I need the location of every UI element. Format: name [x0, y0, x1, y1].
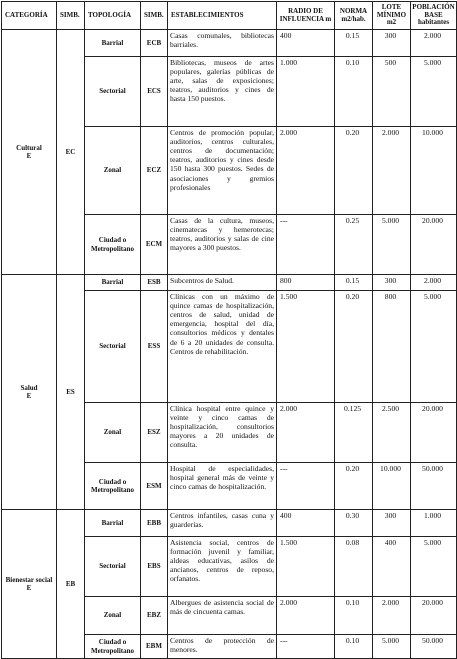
header-simb: SIMB.	[57, 2, 85, 30]
topology-cell: Sectorial	[85, 291, 141, 403]
header-lote: LOTE MÍNIMO m2	[373, 2, 411, 30]
topology-cell: Barrial	[85, 510, 141, 537]
header-categoria: CATEGORÍA	[2, 2, 57, 30]
category-cell: Cultural E	[2, 30, 57, 275]
radio-cell: 2.000	[277, 127, 335, 215]
radio-cell: ---	[277, 463, 335, 510]
poblacion-cell: 2.000	[411, 30, 457, 57]
header-radio: RADIO DE INFLUENCIA m	[277, 2, 335, 30]
lote-cell: 5.000	[373, 635, 411, 659]
norma-cell: 0.15	[335, 30, 373, 57]
code-cell: EBB	[141, 510, 168, 537]
establishments-cell: Hospital de especialidades, hospital general más de veinte y cinco camas de hospitalización.	[168, 463, 277, 510]
norma-cell: 0.10	[335, 57, 373, 127]
poblacion-cell: 5.000	[411, 291, 457, 403]
lote-cell: 5.000	[373, 215, 411, 275]
code-cell: ESZ	[141, 403, 168, 463]
establishments-cell: Clínicas con un máximo de quince camas de hospitalización, centros de salud, unidad de emergencia, hospital del día, consultorios médicos y dentales de 6 a 20 unidades de consulta. Centros de rehabilitación.	[168, 291, 277, 403]
norma-cell: 0.20	[335, 291, 373, 403]
norma-cell: 0.25	[335, 215, 373, 275]
topology-cell: Barrial	[85, 30, 141, 57]
topology-cell: Zonal	[85, 597, 141, 635]
poblacion-cell: 20.000	[411, 215, 457, 275]
code-cell: EBZ	[141, 597, 168, 635]
establishments-cell: Casas de la cultura, museos, cinematecas y hemerotecas; teatros, auditorios y salas de cine mayores a 300 puestos.	[168, 215, 277, 275]
radio-cell: 1.500	[277, 291, 335, 403]
radio-cell: 2.000	[277, 403, 335, 463]
radio-cell: 1.500	[277, 537, 335, 597]
establishments-cell: Asistencia social, centros de formación juvenil y familiar, aldeas educativas, asilos de ancianos, centros de reposo, orfanatos.	[168, 537, 277, 597]
code-cell: ECM	[141, 215, 168, 275]
establishments-cell: Subcentros de Salud.	[168, 275, 277, 291]
topology-cell: Ciudad o Metropolitano	[85, 463, 141, 510]
code-cell: ECB	[141, 30, 168, 57]
header-topologia: TOPOLOGÍA	[85, 2, 141, 30]
symbol-cell: EB	[57, 510, 85, 659]
poblacion-cell: 5.000	[411, 537, 457, 597]
poblacion-cell: 50.000	[411, 463, 457, 510]
header-simb-2: SIMB.	[141, 2, 168, 30]
establishments-cell: Casas comunales, bibliotecas barriales.	[168, 30, 277, 57]
radio-cell: 400	[277, 510, 335, 537]
norma-cell: 0.30	[335, 510, 373, 537]
code-cell: ESS	[141, 291, 168, 403]
lote-cell: 10.000	[373, 463, 411, 510]
lote-cell: 300	[373, 30, 411, 57]
lote-cell: 2.000	[373, 597, 411, 635]
radio-cell: 800	[277, 275, 335, 291]
lote-cell: 2.000	[373, 127, 411, 215]
topology-cell: Ciudad o Metropolitano	[85, 215, 141, 275]
poblacion-cell: 20.000	[411, 597, 457, 635]
table-row	[2, 30, 457, 57]
category-cell: Bienestar social E	[2, 510, 57, 659]
radio-cell: 1.000	[277, 57, 335, 127]
symbol-cell: ES	[57, 275, 85, 510]
code-cell: EBS	[141, 537, 168, 597]
poblacion-cell: 50.000	[411, 635, 457, 659]
poblacion-cell: 5.000	[411, 57, 457, 127]
code-cell: EBM	[141, 635, 168, 659]
header-norma: NORMA m2/hab.	[335, 2, 373, 30]
lote-cell: 300	[373, 275, 411, 291]
code-cell: ESB	[141, 275, 168, 291]
topology-cell: Barrial	[85, 275, 141, 291]
category-cell: Salud E	[2, 275, 57, 510]
establishments-cell: Centros infantiles, casas cuna y guarderías.	[168, 510, 277, 537]
topology-cell: Zonal	[85, 127, 141, 215]
code-cell: ECZ	[141, 127, 168, 215]
poblacion-cell: 10.000	[411, 127, 457, 215]
lote-cell: 800	[373, 291, 411, 403]
poblacion-cell: 2.000	[411, 275, 457, 291]
table-row	[2, 510, 457, 537]
header-poblacion: POBLACIÓN BASE habitantes	[411, 2, 457, 30]
table-row	[2, 275, 457, 291]
code-cell: ECS	[141, 57, 168, 127]
norma-cell: 0.125	[335, 403, 373, 463]
radio-cell: ---	[277, 635, 335, 659]
topology-cell: Sectorial	[85, 57, 141, 127]
radio-cell: ---	[277, 215, 335, 275]
establishments-cell: Albergues de asistencia social de más de cincuenta camas.	[168, 597, 277, 635]
radio-cell: 400	[277, 30, 335, 57]
symbol-cell: EC	[57, 30, 85, 275]
norma-cell: 0.15	[335, 275, 373, 291]
lote-cell: 500	[373, 57, 411, 127]
establishments-cell: Clínica hospital entre quince y veinte y cinco camas de hospitalización, consultorios mayores a 20 unidades de consulta.	[168, 403, 277, 463]
code-cell: ESM	[141, 463, 168, 510]
poblacion-cell: 1.000	[411, 510, 457, 537]
radio-cell: 2.000	[277, 597, 335, 635]
lote-cell: 2.500	[373, 403, 411, 463]
header-establecimientos: ESTABLECIMIENTOS	[168, 2, 277, 30]
norma-cell: 0.10	[335, 635, 373, 659]
lote-cell: 300	[373, 510, 411, 537]
lote-cell: 400	[373, 537, 411, 597]
norma-cell: 0.10	[335, 597, 373, 635]
establishments-cell: Bibliotecas, museos de artes populares, galerías públicas de arte, salas de exposiciones; teatros, auditorios y cines de hasta 150 puestos.	[168, 57, 277, 127]
topology-cell: Sectorial	[85, 537, 141, 597]
establishments-cell: Centros de protección de menores.	[168, 635, 277, 659]
establishments-cell: Centros de promoción popular, auditorios, centros culturales, centros de documentación; teatros, auditorios y cines desde 150 hasta 300 puestos. Sedes de asociaciones y gremios profesionales	[168, 127, 277, 215]
topology-cell: Ciudad o Metropolitano	[85, 635, 141, 659]
norma-cell: 0.20	[335, 463, 373, 510]
norma-cell: 0.20	[335, 127, 373, 215]
norma-cell: 0.08	[335, 537, 373, 597]
poblacion-cell: 20.000	[411, 403, 457, 463]
topology-cell: Zonal	[85, 403, 141, 463]
equipment-table	[1, 1, 457, 659]
